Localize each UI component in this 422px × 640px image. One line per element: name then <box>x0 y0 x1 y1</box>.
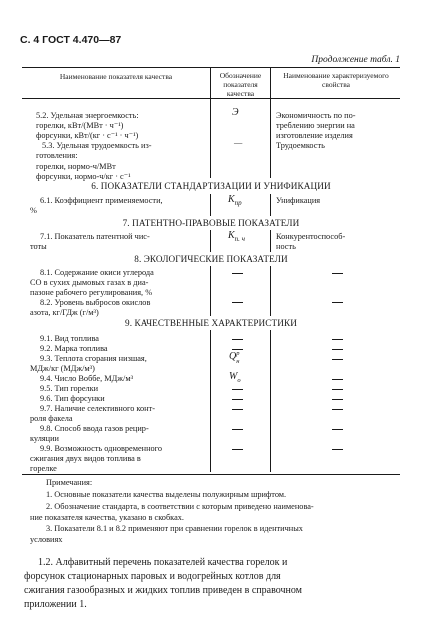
row-5-3-label: 5.3. Удельная трудоемкость из- <box>42 141 152 150</box>
table-top-rule <box>22 67 400 68</box>
column-separator <box>210 266 211 316</box>
note-1: 1. Основные показатели качества выделены полужирным шрифтом. <box>46 490 287 499</box>
table-continuation-label: Продолжение табл. 1 <box>311 55 400 65</box>
row-9-1: 9.1. Вид топлива <box>40 334 99 343</box>
dash-mark <box>332 339 343 340</box>
paragraph-line3: сжигания газообразных и жидких топлив приведен в справочном <box>24 585 302 596</box>
column-separator <box>210 194 211 216</box>
dash-mark <box>332 302 343 303</box>
table-bottom-rule <box>22 474 400 475</box>
dash-mark <box>332 409 343 410</box>
row-8-2-label-cont: азота, кг/ГДж (г/м³) <box>30 308 99 317</box>
symbol-energy-intensity: Э <box>232 107 239 118</box>
page-header: С. 4 ГОСТ 4.470—87 <box>20 34 122 46</box>
designation-dash: — <box>234 138 243 147</box>
property-5-2-line3: изготовление изделия <box>276 131 353 140</box>
column-header-name: Наименование показателя качества <box>59 72 173 81</box>
column-separator <box>270 230 271 252</box>
symbol-patent-purity: $K_{п. ч}$ <box>228 230 246 243</box>
section-8-title: 8. ЭКОЛОГИЧЕСКИЕ ПОКАЗАТЕЛИ <box>134 254 288 264</box>
row-8-2-label: 8.2. Уровень выбросов окислов <box>40 298 151 307</box>
dash-mark <box>332 273 343 274</box>
row-9-8-cont: куляции <box>30 434 59 443</box>
note-2-line2: ние показателя качества, указано в скобках. <box>30 513 184 522</box>
dash-mark <box>332 379 343 380</box>
column-separator <box>270 194 271 216</box>
row-9-4: 9.4. Число Воббе, МДж/м³ <box>40 374 134 383</box>
symbol-lower-heating-value: Q р н <box>229 350 240 365</box>
dash-mark <box>232 429 243 430</box>
row-9-9-cont: сжигания двух видов топлива в <box>30 454 141 463</box>
symbol-wobbe-number: $W_о$ <box>229 371 241 384</box>
row-6-1-label: 6.1. Коэффициент применяемости, <box>40 196 163 205</box>
note-3-line1: 3. Показатели 8.1 и 8.2 применяют при сравнении горелок в идентичных <box>46 524 303 533</box>
column-header-property: Наименование характеризуемого свойства <box>283 71 389 89</box>
row-5-3-nozzle: форсунки, нормо-ч/кг · с⁻¹ <box>36 172 131 181</box>
row-9-2: 9.2. Марка топлива <box>40 344 108 353</box>
note-3-line2: условиях <box>30 535 63 544</box>
dash-mark <box>332 389 343 390</box>
dash-mark <box>332 429 343 430</box>
column-separator <box>210 230 211 252</box>
column-header-designation: Обозначение показателя качества <box>219 71 262 98</box>
row-9-7-cont: роля факела <box>30 414 73 423</box>
column-separator <box>270 67 271 98</box>
dash-mark <box>232 399 243 400</box>
dash-mark <box>232 389 243 390</box>
column-separator <box>270 266 271 316</box>
symbol-applicability-coefficient: $K_{пр}$ <box>228 194 242 207</box>
row-9-3: 9.3. Теплота сгорания низшая, <box>40 354 147 363</box>
section-6-title: 6. ПОКАЗАТЕЛИ СТАНДАРТИЗАЦИИ И УНИФИКАЦИИ <box>91 181 331 191</box>
dash-mark <box>232 339 243 340</box>
row-5-3-burner: горелки, нормо-ч/МВт <box>36 162 116 171</box>
row-9-3-unit: МДж/кг (МДж/м³) <box>30 364 95 373</box>
paragraph-line4: приложении 1. <box>24 599 87 610</box>
dash-mark <box>332 399 343 400</box>
column-separator <box>270 330 271 472</box>
dash-mark <box>232 449 243 450</box>
section-7-title: 7. ПАТЕНТНО-ПРАВОВЫЕ ПОКАЗАТЕЛИ <box>122 218 300 228</box>
column-separator <box>270 99 271 178</box>
note-2-line1: 2. Обозначение стандарта, в соответствии с которым приведено наименова- <box>46 502 314 511</box>
row-6-1-unit: % <box>30 206 37 215</box>
property-7-1-line2: ность <box>276 242 296 251</box>
dash-mark <box>332 349 343 350</box>
dash-mark <box>332 359 343 360</box>
paragraph-line1: 1.2. Алфавитный перечень показателей качества горелок и <box>38 557 288 568</box>
row-8-1-label: 8.1. Содержание окиси углерода <box>40 268 154 277</box>
row-5-3-label-cont: готовления: <box>36 151 78 160</box>
row-8-1-label-cont: СО в сухих дымовых газах в диа- <box>30 278 149 287</box>
row-7-1-label-cont: тоты <box>30 242 47 251</box>
row-9-9: 9.9. Возможность одновременного <box>40 444 163 453</box>
table-header-rule <box>22 98 400 99</box>
property-7-1-line1: Конкурентоспособ- <box>276 232 346 241</box>
row-7-1-label: 7.1. Показатель патентной чис- <box>40 232 150 241</box>
dash-mark <box>232 273 243 274</box>
row-9-6: 9.6. Тип форсунки <box>40 394 105 403</box>
row-5-2-nozzle: форсунки, кВт/(кг · с⁻¹ · ч⁻¹) <box>36 131 139 140</box>
row-9-7: 9.7. Наличие селективного конт- <box>40 404 156 413</box>
dash-mark <box>232 302 243 303</box>
dash-mark <box>232 409 243 410</box>
row-8-1-label-cont2: пазоне рабочего регулирования, % <box>30 288 153 297</box>
section-9-title: 9. КАЧЕСТВЕННЫЕ ХАРАКТЕРИСТИКИ <box>125 318 297 328</box>
dash-mark <box>332 449 343 450</box>
property-5-2-line1: Экономичность по по- <box>276 111 356 120</box>
notes-title: Примечания: <box>46 478 93 487</box>
column-separator <box>210 330 211 472</box>
row-9-5: 9.5. Тип горелки <box>40 384 99 393</box>
property-5-2-line2: треблению энергии на <box>276 121 355 130</box>
row-9-8: 9.8. Способ ввода газов рецир- <box>40 424 149 433</box>
paragraph-line2: форсунок стационарных паровых и водогрейных котлов для <box>24 571 281 582</box>
property-5-3: Трудоемкость <box>276 141 325 150</box>
row-5-2-label: 5.2. Удельная энергоемкость: <box>36 111 139 120</box>
row-5-2-burner: горелки, кВт/(МВт · ч⁻¹) <box>36 121 124 130</box>
property-6-1: Унификация <box>276 196 321 205</box>
column-separator <box>210 99 211 178</box>
row-9-9-cont2: горелке <box>30 464 57 473</box>
column-separator <box>210 67 211 98</box>
